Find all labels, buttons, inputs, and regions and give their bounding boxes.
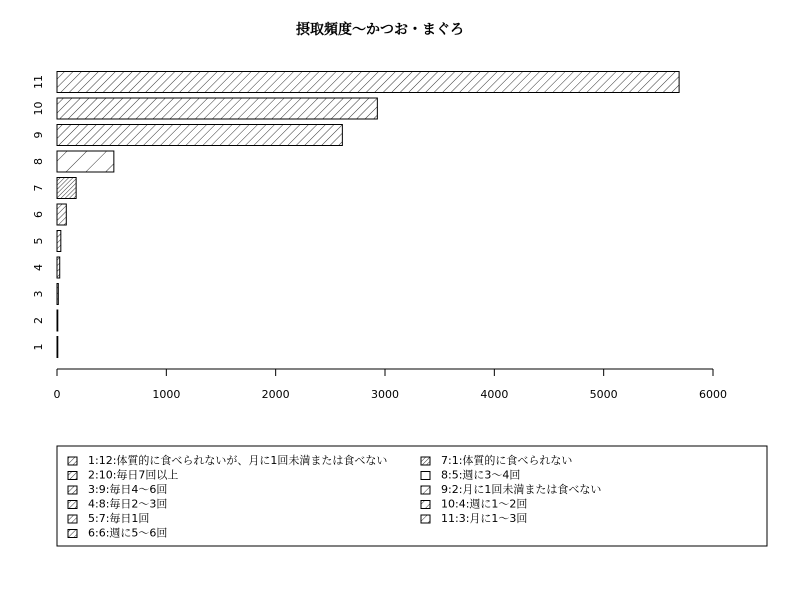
y-tick-label: 10 [32,101,45,116]
bar-3 [57,284,58,305]
legend-swatch [68,486,77,494]
x-axis [54,369,728,401]
y-tick-label: 9 [32,131,45,139]
bar-7 [57,178,76,199]
legend-swatch [421,457,430,465]
legend-entry-label: 3:9:毎日4〜6回 [88,483,168,496]
y-tick-label: 1 [32,343,45,351]
chart-title: 摂取頻度〜かつお・まぐろ [296,22,464,38]
legend-swatch [421,472,430,480]
y-tick-label: 7 [32,184,45,192]
y-tick-label: 5 [32,237,45,245]
x-tick-label: 5000 [589,388,618,401]
y-tick-label: 6 [32,211,45,218]
y-tick-label: 11 [32,75,45,89]
x-tick-label: 0 [53,388,61,401]
x-tick-label: 4000 [480,388,509,401]
x-tick-label: 3000 [371,388,399,401]
legend-swatch [421,515,430,523]
y-tick-label: 8 [32,158,45,165]
legend-swatch [68,472,77,480]
bar-5 [57,231,61,252]
legend-swatch [421,486,430,494]
legend-entry-label: 11:3:月に1〜3回 [441,512,528,525]
legend-swatch [68,457,77,465]
bar-6 [57,204,66,225]
legend-entry-label: 4:8:毎日2〜3回 [88,497,168,511]
y-tick-label: 4 [32,264,45,271]
bar-9 [57,125,342,146]
x-tick-label: 1000 [152,388,181,401]
legend-entry-label: 7:1:体質的に食べられない [441,454,573,467]
bar-10 [57,98,377,119]
legend-swatch [68,501,77,509]
legend-entry-label: 10:4:週に1〜2回 [441,497,528,511]
legend-swatch [421,501,430,509]
legend [57,446,767,546]
bar-1 [57,337,58,358]
x-tick-label: 6000 [699,388,727,401]
bar-11 [57,72,679,93]
x-tick-label: 2000 [261,388,290,401]
legend-entry-label: 5:7:毎日1回 [88,512,150,525]
legend-swatch [68,530,77,538]
bar-2 [57,310,58,331]
bars-group [57,72,679,358]
y-tick-label: 2 [32,317,45,324]
bar-4 [57,257,60,278]
legend-entry-label: 9:2:月に1回未満または食べない [441,483,602,496]
legend-entry-label: 1:12:体質的に食べられないが、月に1回未満または食べない [88,454,388,467]
legend-entry-label: 8:5:週に3〜4回 [441,468,521,482]
legend-entry-label: 6:6:週に5〜6回 [88,526,168,540]
y-tick-label: 3 [32,290,45,298]
legend-entry-label: 2:10:毎日7回以上 [88,468,179,482]
legend-swatch [68,515,77,523]
bar-8 [57,151,114,172]
y-axis [32,75,45,351]
